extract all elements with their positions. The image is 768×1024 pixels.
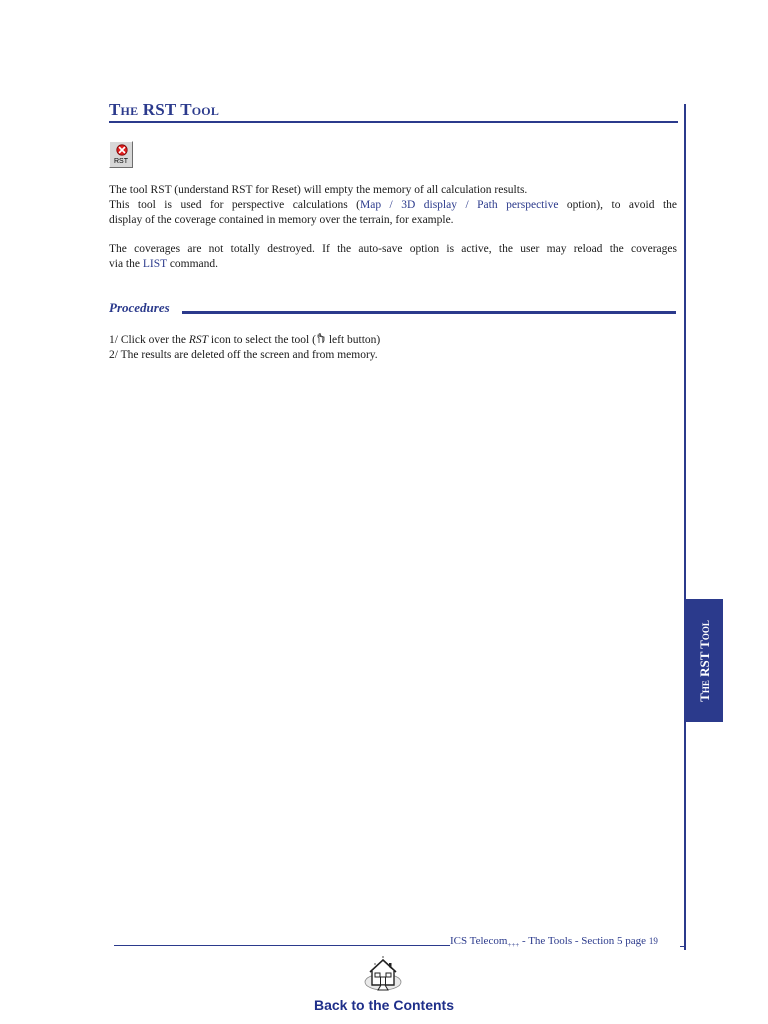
rst-icon-label: RST bbox=[114, 158, 128, 165]
footer-page-info bbox=[450, 935, 658, 949]
intro-line-1: The tool RST (understand RST for Reset) will empty the memory of all calculation results. bbox=[109, 184, 528, 196]
side-tab bbox=[686, 599, 723, 722]
title-rule bbox=[109, 121, 678, 123]
footer-bracket bbox=[680, 937, 685, 947]
procedure-steps bbox=[109, 333, 380, 363]
map-3d-path-perspective-link[interactable]: Map / 3D display / Path perspective bbox=[359, 199, 559, 211]
note-paragraph bbox=[109, 242, 677, 272]
footer-page-number: 19 bbox=[648, 936, 658, 946]
red-x-icon bbox=[116, 144, 128, 156]
footer-product: ICS Telecom bbox=[450, 935, 508, 947]
footer-rule bbox=[114, 945, 450, 946]
step-1-tool-name: RST bbox=[188, 334, 209, 346]
intro-line-2-start: This tool is used for perspective calculations ( bbox=[109, 199, 360, 211]
step-1-middle: icon to select the tool ( bbox=[208, 334, 316, 346]
intro-line-3: display of the coverage contained in memory over the terrain, for example. bbox=[109, 214, 454, 226]
footer-section: - The Tools - Section 5 page bbox=[519, 935, 649, 947]
intro-line-2-end: option), to avoid the bbox=[558, 199, 678, 211]
procedures-rule bbox=[182, 311, 676, 314]
step-1-start: 1/ Click over the bbox=[109, 334, 189, 346]
footer-product-sub: +++ bbox=[507, 941, 520, 950]
note-line-2-end: command. bbox=[166, 258, 219, 270]
step-2: 2/ The results are deleted off the screen and from memory. bbox=[109, 349, 378, 361]
back-to-contents-link[interactable]: Back to the Contents bbox=[313, 997, 454, 1013]
intro-line-2 bbox=[109, 198, 677, 213]
note-line-2 bbox=[109, 257, 677, 272]
page-title: The RST Tool bbox=[109, 100, 220, 119]
home-icon[interactable] bbox=[361, 952, 405, 996]
list-command-link[interactable]: LIST bbox=[142, 258, 167, 270]
procedures-heading: Procedures bbox=[109, 300, 170, 315]
side-tab-label: The RST Tool bbox=[696, 619, 712, 702]
right-margin-rule bbox=[684, 104, 686, 950]
intro-paragraph bbox=[109, 183, 677, 228]
note-line-1: The coverages are not totally destroyed. If the auto-save option is active, the user may reload the coverages bbox=[109, 243, 677, 255]
note-line-2-start: via the bbox=[109, 258, 143, 270]
step-1-end: left button) bbox=[325, 334, 381, 346]
rst-tool-icon bbox=[109, 141, 133, 168]
mouse-left-icon bbox=[316, 333, 326, 344]
step-1 bbox=[109, 333, 380, 348]
